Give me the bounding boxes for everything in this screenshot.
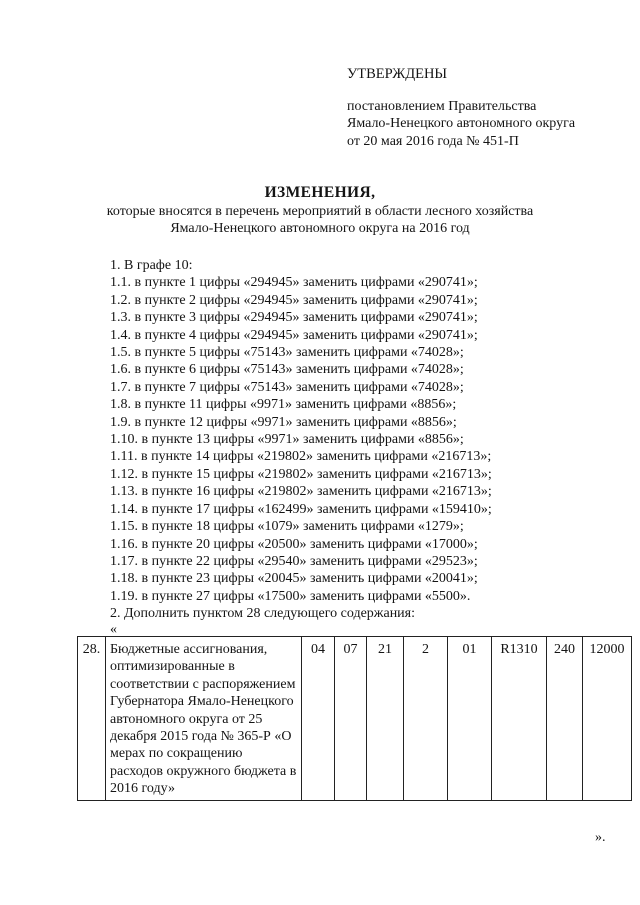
amendment-item: 1.4. в пункте 4 цифры «294945» заменить цифрами «290741»; [110,327,478,343]
amendment-item: 1.14. в пункте 17 цифры «162499» заменить цифрами «159410»; [110,501,492,517]
amendment-list [110,257,492,623]
table-cell-code: 07 [335,637,367,801]
amendment-item: 1.17. в пункте 22 цифры «29540» заменить цифрами «29523»; [110,553,478,569]
amendment-item: 1.2. в пункте 2 цифры «294945» заменить цифрами «290741»; [110,292,478,308]
approval-block [347,66,575,150]
amendment-item: 2. Дополнить пунктом 28 следующего содержания: [110,606,416,622]
table-cell-code: 240 [547,637,583,801]
amendment-table [77,636,632,801]
closing-quote-mark: ». [595,830,606,845]
amendment-item: 1.18. в пункте 23 цифры «20045» заменить цифрами «20041»; [110,571,478,587]
amendment-item: 1.10. в пункте 13 цифры «9971» заменить цифрами «8856»; [110,432,464,448]
amendment-item: 1. В графе 10: [110,258,193,273]
amendment-item: 1.8. в пункте 11 цифры «9971» заменить цифрами «8856»; [110,397,457,413]
amendment-item: 1.6. в пункте 6 цифры «75143» заменить цифрами «74028»; [110,362,464,378]
amendment-item: 1.5. в пункте 5 цифры «75143» заменить цифрами «74028»; [110,345,464,361]
amendment-item: 1.11. в пункте 14 цифры «219802» заменить цифрами «216713»; [110,449,492,465]
table-cell-code: 21 [367,637,404,801]
amendment-item: 1.7. в пункте 7 цифры «75143» заменить цифрами «74028»; [110,379,464,395]
amendment-item: 1.15. в пункте 18 цифры «1079» заменить цифрами «1279»; [110,519,464,535]
amendment-item: 1.9. в пункте 12 цифры «9971» заменить цифрами «8856»; [110,414,457,430]
table-cell-code: 04 [302,637,335,801]
approval-line: постановлением Правительства [347,98,537,114]
table-row [78,637,632,801]
table-cell-amount: 12000 [583,637,632,801]
table-cell-item-number: 28. [78,637,106,801]
opening-quote-mark: « [110,622,117,637]
table-cell-code: 2 [404,637,448,801]
document-title: ИЗМЕНЕНИЯ, [264,184,376,201]
table-cell-code: 01 [448,637,492,801]
document-subtitle-line: которые вносятся в перечень мероприятий в области лесного хозяйства [106,204,534,219]
document-title-block [0,183,640,237]
table-cell-code: R1310 [492,637,547,801]
approval-line: от 20 мая 2016 года № 451-П [347,133,519,149]
amendment-item: 1.1. в пункте 1 цифры «294945» заменить цифрами «290741»; [110,275,478,291]
amendment-item: 1.3. в пункте 3 цифры «294945» заменить цифрами «290741»; [110,310,478,326]
amendment-item: 1.13. в пункте 16 цифры «219802» заменить цифрами «216713»; [110,484,492,500]
amendment-item: 1.16. в пункте 20 цифры «20500» заменить цифрами «17000»; [110,536,478,552]
approval-line: Ямало-Ненецкого автономного округа [347,116,576,131]
approval-heading: УТВЕРЖДЕНЫ [347,66,448,82]
table-cell-description: Бюджетные ассигнования, оптимизированные в соответствии с распоряжением Губернатора Ямало-Ненецкого автономного округа от 25 декабря 2015 года № 365-Р «О мерах по сокращению расходов окружного бюджета в 2016 году» [106,637,302,801]
amendment-item: 1.12. в пункте 15 цифры «219802» заменить цифрами «216713»; [110,466,492,482]
amendment-item: 1.19. в пункте 27 цифры «17500» заменить цифрами «5500». [110,588,471,604]
document-subtitle-line: Ямало-Ненецкого автономного округа на 2016 год [170,221,470,236]
